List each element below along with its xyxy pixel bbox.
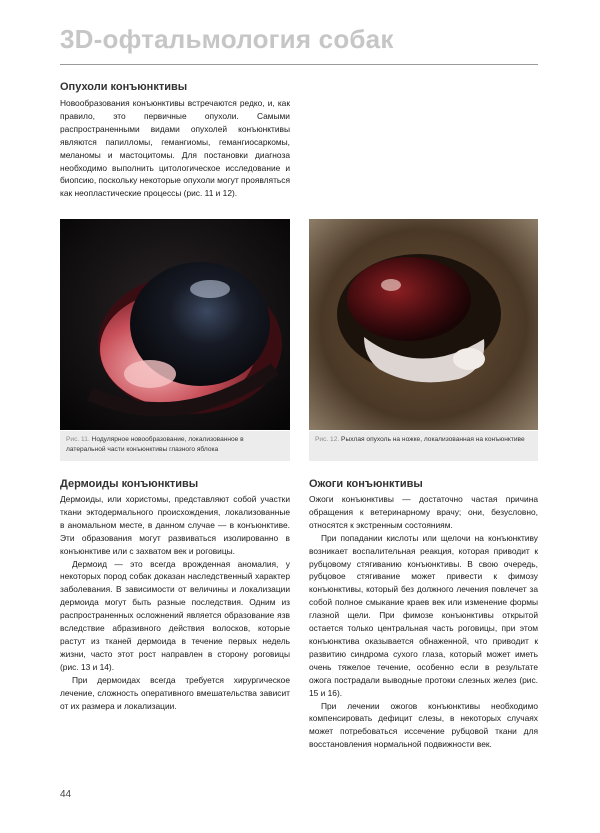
page-header <box>60 24 538 55</box>
dermoids-paragraph: Дермоиды, или хористомы, представляют собой участки ткани эктодермального происхождения, локализованные в аномальном месте, в данном случае — в конъюнктиве. Эти образования могут развиваться изолированно в конъюнктиве или с захватом век и роговицы. <box>60 494 290 556</box>
figure-11-caption <box>60 431 290 461</box>
figure-12-caption-text: Рыхлая опухоль на ножке, локализованная на конъюнктиве <box>339 436 525 443</box>
running-title: 3D-офтальмология собак <box>60 24 394 54</box>
figure-11-photo <box>60 219 290 430</box>
figure-11-caption-text: Нодулярное новообразование, локализованное в латеральной части конъюнктивы глазного яблока <box>66 436 244 453</box>
burns-paragraph: При попадании кислоты или щелочи на конъюнктиву возникает воспалительная реакция, которая приводит к рубцовому стягиванию конъюнктивы. В свою очередь, рубцовое стягивание может привести к фимозу конъюнктивы, который без должного лечения повлечет за собой полное смыкание краев век или изменение формы глазной щели. При фимозе конъюнктивы открытой остается только центральная часть роговицы, при этом конъюнктива оказывается обнаженной, что приводит к развитию синдрома сухого глаза, который может иметь очень тяжелое течение, особенно если в результате ожога пострадали выводные протоки слезных желез (рис. 15 и 16). <box>309 532 538 698</box>
page-number: 44 <box>60 789 72 800</box>
figure-11-label: Рис. 11. <box>66 436 90 443</box>
tumors-paragraph: Новообразования конъюнктивы встречаются редко, и, как правило, это первичные опухоли. Самыми распространенными видами опухолей конъюнктивы являются папилломы, гемангиомы, гемангиосаркомы, меланомы и мастоцитомы. Для постановки диагноза необходимо выполнить цитологическое исследование и биопсию, поскольку некоторые опухоли могут проявляться как неопластические процессы (рис. 11 и 12). <box>60 98 290 199</box>
dermoids-paragraph: Дермоид — это всегда врожденная аномалия, у некоторых пород собак доказан наследственный характер заболевания. В зависимости от величины и локализации дермоида могут быть разные последствия. Одним из распространенных осложнений является образование язв вследствие абразивного действия волосков, которые растут из тканей дермоида в течение первых недель жизни, часто этот рост направлен в сторону роговицы (рис. 13 и 14). <box>60 558 290 672</box>
dermoids-paragraph: При дермоидах всегда требуется хирургическое лечение, сложность оперативного вмешательства зависит от их размера и локализации. <box>60 674 290 711</box>
section-heading-dermoids: Дермоиды конъюнктивы <box>60 478 199 490</box>
section-dermoids <box>60 478 290 712</box>
section-burns <box>309 478 538 751</box>
figure-12-caption <box>309 431 538 461</box>
figure-12-photo <box>309 219 538 430</box>
section-tumors <box>60 81 290 200</box>
burns-paragraph: Ожоги конъюнктивы — достаточно частая причина обращения к ветеринарному врачу; они, безусловно, относятся к экстренным состояниям. <box>309 494 538 530</box>
section-heading-tumors: Опухоли конъюнктивы <box>60 81 188 93</box>
header-divider <box>60 64 538 65</box>
section-heading-burns: Ожоги конъюнктивы <box>309 478 423 490</box>
figure-12-label: Рис. 12. <box>315 436 340 443</box>
burns-paragraph: При лечении ожогов конъюнктивы необходимо компенсировать дефицит слезы, в некоторых случаях может потребоваться иссечение рубцовой ткани для восстановления нормальной подвижности век. <box>309 700 538 750</box>
